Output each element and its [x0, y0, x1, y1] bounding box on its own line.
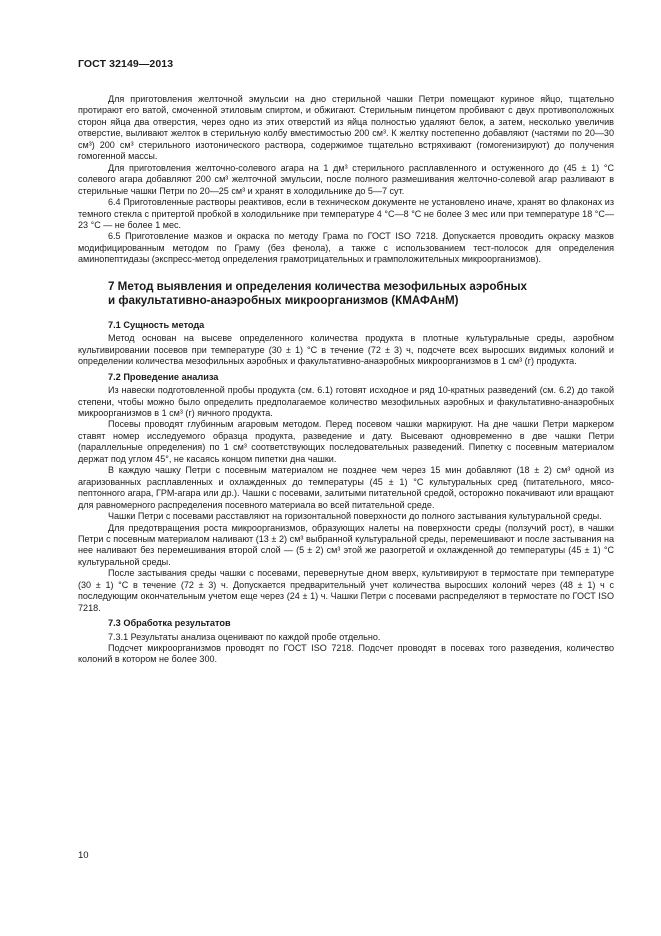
paragraph: 6.5 Приготовление мазков и окраска по методу Грама по ГОСТ ISO 7218. Допускается проводить окраску мазков модифицированным методом по Граму (без фенола), а также с использованием тест-полосок для определения аминопептидазы (экспресс-метод определения грамотрицательных и грамположительных микроорганизмов). [78, 231, 614, 265]
page-number: 10 [78, 850, 89, 861]
paragraph: Для предотвращения роста микроорганизмов, образующих налеты на поверхности среды (ползучий рост), в чашки Петри с посевным материалом наливают (13 ± 2) см³ выбранной культуральной среды, перемешивают и после застывания на нее наливают без перемешивания второй слой — (5 ± 2) см³ этой же разогретой и охлажденной до температуры (45 ± 1) °С культуральной среды. [78, 522, 614, 567]
section-heading [78, 280, 614, 308]
subsection-heading: 7.2 Проведение анализа [108, 371, 219, 382]
paragraph: Подсчет микроорганизмов проводят по ГОСТ ISO 7218. Подсчет проводят в посевах того разведения, количество колоний в котором не более 300. [78, 643, 614, 665]
paragraph: Посевы проводят глубинным агаровым методом. Перед посевом чашки маркируют. На дне чашки Петри маркером ставят номер исследуемого образца продукта, разведение и дату. Высевают одновременно в две чашки Петри (параллельные определения) по 1 см³ соответствующих последовательных разведений. Пипетку с посевным материалом держат под углом 45°, не касаясь концом пипетки дна чашки. [78, 419, 614, 464]
paragraph: 6.4 Приготовленные растворы реактивов, если в техническом документе не установлено иначе, хранят во флаконах из темного стекла с притертой пробкой в холодильнике при температуре 4 °С—8 °С не более 3 мес или при температуре 18 °С—23 °С — не более 1 мес. [78, 197, 614, 230]
subsection-heading: 7.3 Обработка результатов [108, 618, 231, 629]
subsection-heading: 7.1 Сущность метода [108, 319, 205, 330]
paragraph: В каждую чашку Петри с посевным материалом не позднее чем через 15 мин добавляют (18 ± 2) см³ одной из агаризованных расплавленных и охлажденных до температуры (45 ± 1) °С культуральных сред (питательного, мясо-пептонного агара, ГРМ-агара или др.). Чашки с посевами, залитыми питательной средой, осторожно покачивают или вращают для равномерного распределения посевного материала во всей питательной среде. [78, 465, 614, 510]
paragraph: Чашки Петри с посевами расставляют на горизонтальной поверхности до полного застывания культуральной среды. [108, 511, 602, 522]
page-body [78, 94, 614, 666]
paragraph: Из навески подготовленной пробы продукта (см. 6.1) готовят исходное и ряд 10-кратных разведений (см. 6.2) до такой степени, чтобы можно было определить предполагаемое количество мезофильных аэробных и факультативно-анаэробных микроорганизмов в 1 см³ (г) яичного продукта. [78, 385, 614, 418]
paragraph: Для приготовления желточно-солевого агара на 1 дм³ стерильного расплавленного и остуженного до (45 ± 1) °С солевого агара добавляют 200 см³ желточной эмульсии, после полного размешивания желточно-солевой агар разливают в стерильные чашки Петри по 20—25 см³ и хранят в холодильнике до 5—7 сут. [78, 162, 614, 196]
document-header: ГОСТ 32149—2013 [78, 58, 174, 70]
paragraph: Метод основан на высеве определенного количества продукта в плотные культуральные среды, аэробном культивировании посевов при температуре (30 ± 1) °С в течение (72 ± 3) ч, подсчете всех выросших видимых колоний и определении количества мезофильных аэробных и факультативно-анаэробных микроорганизмов в 1 см³ (г) продукта. [78, 333, 614, 367]
paragraph: 7.3.1 Результаты анализа оценивают по каждой пробе отдельно. [108, 631, 381, 642]
section-heading-line: и факультативно-анаэробных микроорганизмов (КМАФАнМ) [108, 293, 459, 307]
section-heading-line: 7 Метод выявления и определения количества мезофильных аэробных [108, 279, 527, 293]
paragraph: Для приготовления желточной эмульсии на дно стерильной чашки Петри помещают куриное яйцо, тщательно протирают его ватой, смоченной этиловым спиртом, и обжигают. Стерильным пинцетом пробивают с двух противоположных сторон яйца два отверстия, через одно из этих отверстий из яйца полностью удаляют белок, а затем, несколько увеличив отверстие, выливают желток в стерильную колбу вместимостью 200 см³. К желтку постепенно добавляют (частями по 20—30 см³) 200 см³ стерильного изотонического раствора, содержимое тщательно встряхивают (гомогенизируют) до получения гомогенной массы. [78, 94, 614, 162]
paragraph: После застывания среды чашки с посевами, перевернутые дном вверх, культивируют в термостате при температуре (30 ± 1) °С в течение (72 ± 3) ч. Допускается предварительный учет количества выросших колоний через (48 ± 1) ч с последующим окончательным учетом еще через (24 ± 1) ч. Чашки Петри с посевами распределяют в термостате по ГОСТ ISO 7218. [78, 568, 614, 613]
